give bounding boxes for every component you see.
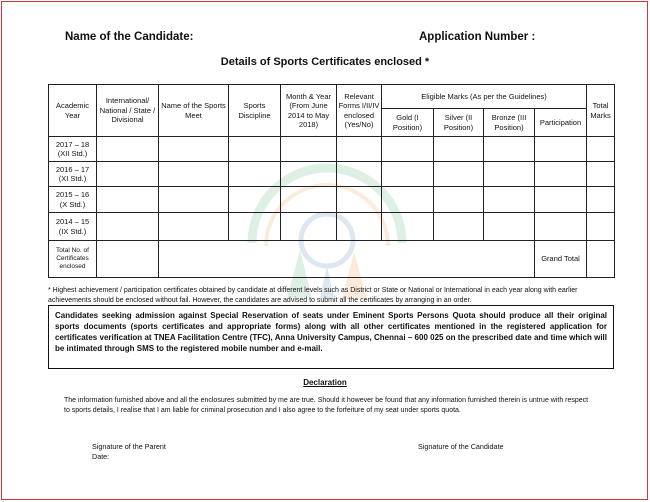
entry-cell[interactable] [159, 137, 229, 162]
table-total-row [49, 241, 615, 278]
entry-cell[interactable] [97, 137, 159, 162]
col-total-marks: Total Marks [587, 85, 615, 137]
entry-cell[interactable] [484, 162, 535, 187]
entry-cell[interactable] [97, 213, 159, 241]
entry-cell[interactable] [337, 187, 382, 213]
entry-cell[interactable] [484, 213, 535, 241]
year-label: 2016 – 17 [55, 164, 90, 174]
row-year-cell [49, 137, 97, 162]
entry-cell[interactable] [281, 213, 337, 241]
candidate-name-label: Name of the Candidate: [65, 31, 194, 43]
entry-cell[interactable] [159, 162, 229, 187]
entry-cell[interactable] [337, 213, 382, 241]
entry-cell[interactable] [434, 187, 484, 213]
entry-cell[interactable] [535, 137, 587, 162]
row-year-cell [49, 162, 97, 187]
entry-cell[interactable] [382, 137, 434, 162]
entry-cell[interactable] [434, 162, 484, 187]
col-forms: Relevant Forms I/II/IV enclosed (Yes/No) [337, 85, 382, 137]
application-number-label: Application Number : [419, 31, 536, 43]
col-eligible-marks: Eligible Marks (As per the Guidelines) [382, 85, 587, 109]
entry-cell[interactable] [97, 187, 159, 213]
col-sports-meet: Name of the Sports Meet [159, 85, 229, 137]
col-participation: Participation [535, 109, 587, 137]
entry-cell[interactable] [159, 187, 229, 213]
std-label: (XI Std.) [58, 174, 87, 183]
sports-certificates-table [48, 84, 615, 278]
entry-cell[interactable] [337, 137, 382, 162]
entry-cell[interactable] [587, 187, 615, 213]
entry-cell[interactable] [535, 213, 587, 241]
entry-cell[interactable] [434, 137, 484, 162]
total-entry-cell[interactable] [97, 241, 159, 278]
entry-cell[interactable] [434, 213, 484, 241]
declaration-title: Declaration [303, 378, 347, 387]
col-level: International/ National / State / Divisional [97, 85, 159, 137]
entry-cell[interactable] [281, 137, 337, 162]
entry-cell[interactable] [587, 162, 615, 187]
entry-cell[interactable] [337, 162, 382, 187]
year-label: 2014 – 15 [55, 217, 90, 227]
entry-cell[interactable] [587, 137, 615, 162]
table-row [49, 213, 615, 241]
year-label: 2017 – 18 [55, 139, 90, 149]
table-row [49, 162, 615, 187]
std-label: (IX Std.) [58, 226, 87, 236]
candidate-signature-label: Signature of the Candidate [418, 442, 504, 451]
col-discipline: Sports Discipline [229, 85, 281, 137]
entry-cell[interactable] [382, 213, 434, 241]
date-label: Date: [92, 452, 110, 462]
entry-cell[interactable] [97, 162, 159, 187]
footnote: * Highest achievement / participation certificates obtained by candidate at different levels such as District or State or National or International in each year along with earlier achievements should be enclosed without fail. However, the candidates are advised to submit all the certificates by arranging in an order. [48, 287, 578, 304]
col-bronze: Bronze (III Position) [484, 109, 535, 137]
table-row [49, 137, 615, 162]
total-certificates-label: Total No. of Certificates enclosed [49, 241, 97, 278]
total-row-spacer [159, 241, 535, 278]
entry-cell[interactable] [229, 213, 281, 241]
entry-cell[interactable] [382, 162, 434, 187]
col-month-year: Month & Year (From June 2014 to May 2018) [281, 85, 337, 137]
year-label: 2015 – 16 [55, 190, 90, 200]
std-label: (XII Std.) [57, 149, 88, 158]
parent-signature-label: Signature of the Parent [92, 442, 166, 451]
grand-total-label: Grand Total [535, 241, 587, 278]
row-year-cell [49, 213, 97, 241]
entry-cell[interactable] [159, 213, 229, 241]
entry-cell[interactable] [229, 162, 281, 187]
entry-cell[interactable] [281, 187, 337, 213]
entry-cell[interactable] [535, 187, 587, 213]
entry-cell[interactable] [484, 137, 535, 162]
table-row [49, 187, 615, 213]
col-silver: Silver (II Position) [434, 109, 484, 137]
entry-cell[interactable] [587, 213, 615, 241]
parent-signature-block [92, 442, 166, 463]
important-notice-box: Candidates seeking admission against Special Reservation of seats under Eminent Sports Persons Quota should produce all their original sports documents (sports certificates and appropriate forms) along with all other certificates mentioned in the registered application for certificates verification at TNEA Facilitation Centre (TFC), Anna University Campus, Chennai – 600 025 on the prescribed date and time which will be intimated through SMS to the registered mobile number and e-mail. [48, 305, 614, 369]
row-year-cell [49, 187, 97, 213]
col-gold: Gold (I Position) [382, 109, 434, 137]
grand-total-cell[interactable] [587, 241, 615, 278]
entry-cell[interactable] [484, 187, 535, 213]
entry-cell[interactable] [382, 187, 434, 213]
declaration-text: The information furnished above and all the enclosures submitted by me are true. Should it however be found that any information furnished therein is untrue with respect to sports details, I realise that I am liable for criminal prosecution and I also agree to the forfeiture of my seat under sports quota. [64, 397, 589, 414]
entry-cell[interactable] [281, 162, 337, 187]
entry-cell[interactable] [229, 187, 281, 213]
std-label: (X Std.) [59, 199, 86, 209]
section-title: Details of Sports Certificates enclosed * [220, 56, 430, 68]
col-academic-year: Academic Year [49, 85, 97, 137]
entry-cell[interactable] [535, 162, 587, 187]
entry-cell[interactable] [229, 137, 281, 162]
